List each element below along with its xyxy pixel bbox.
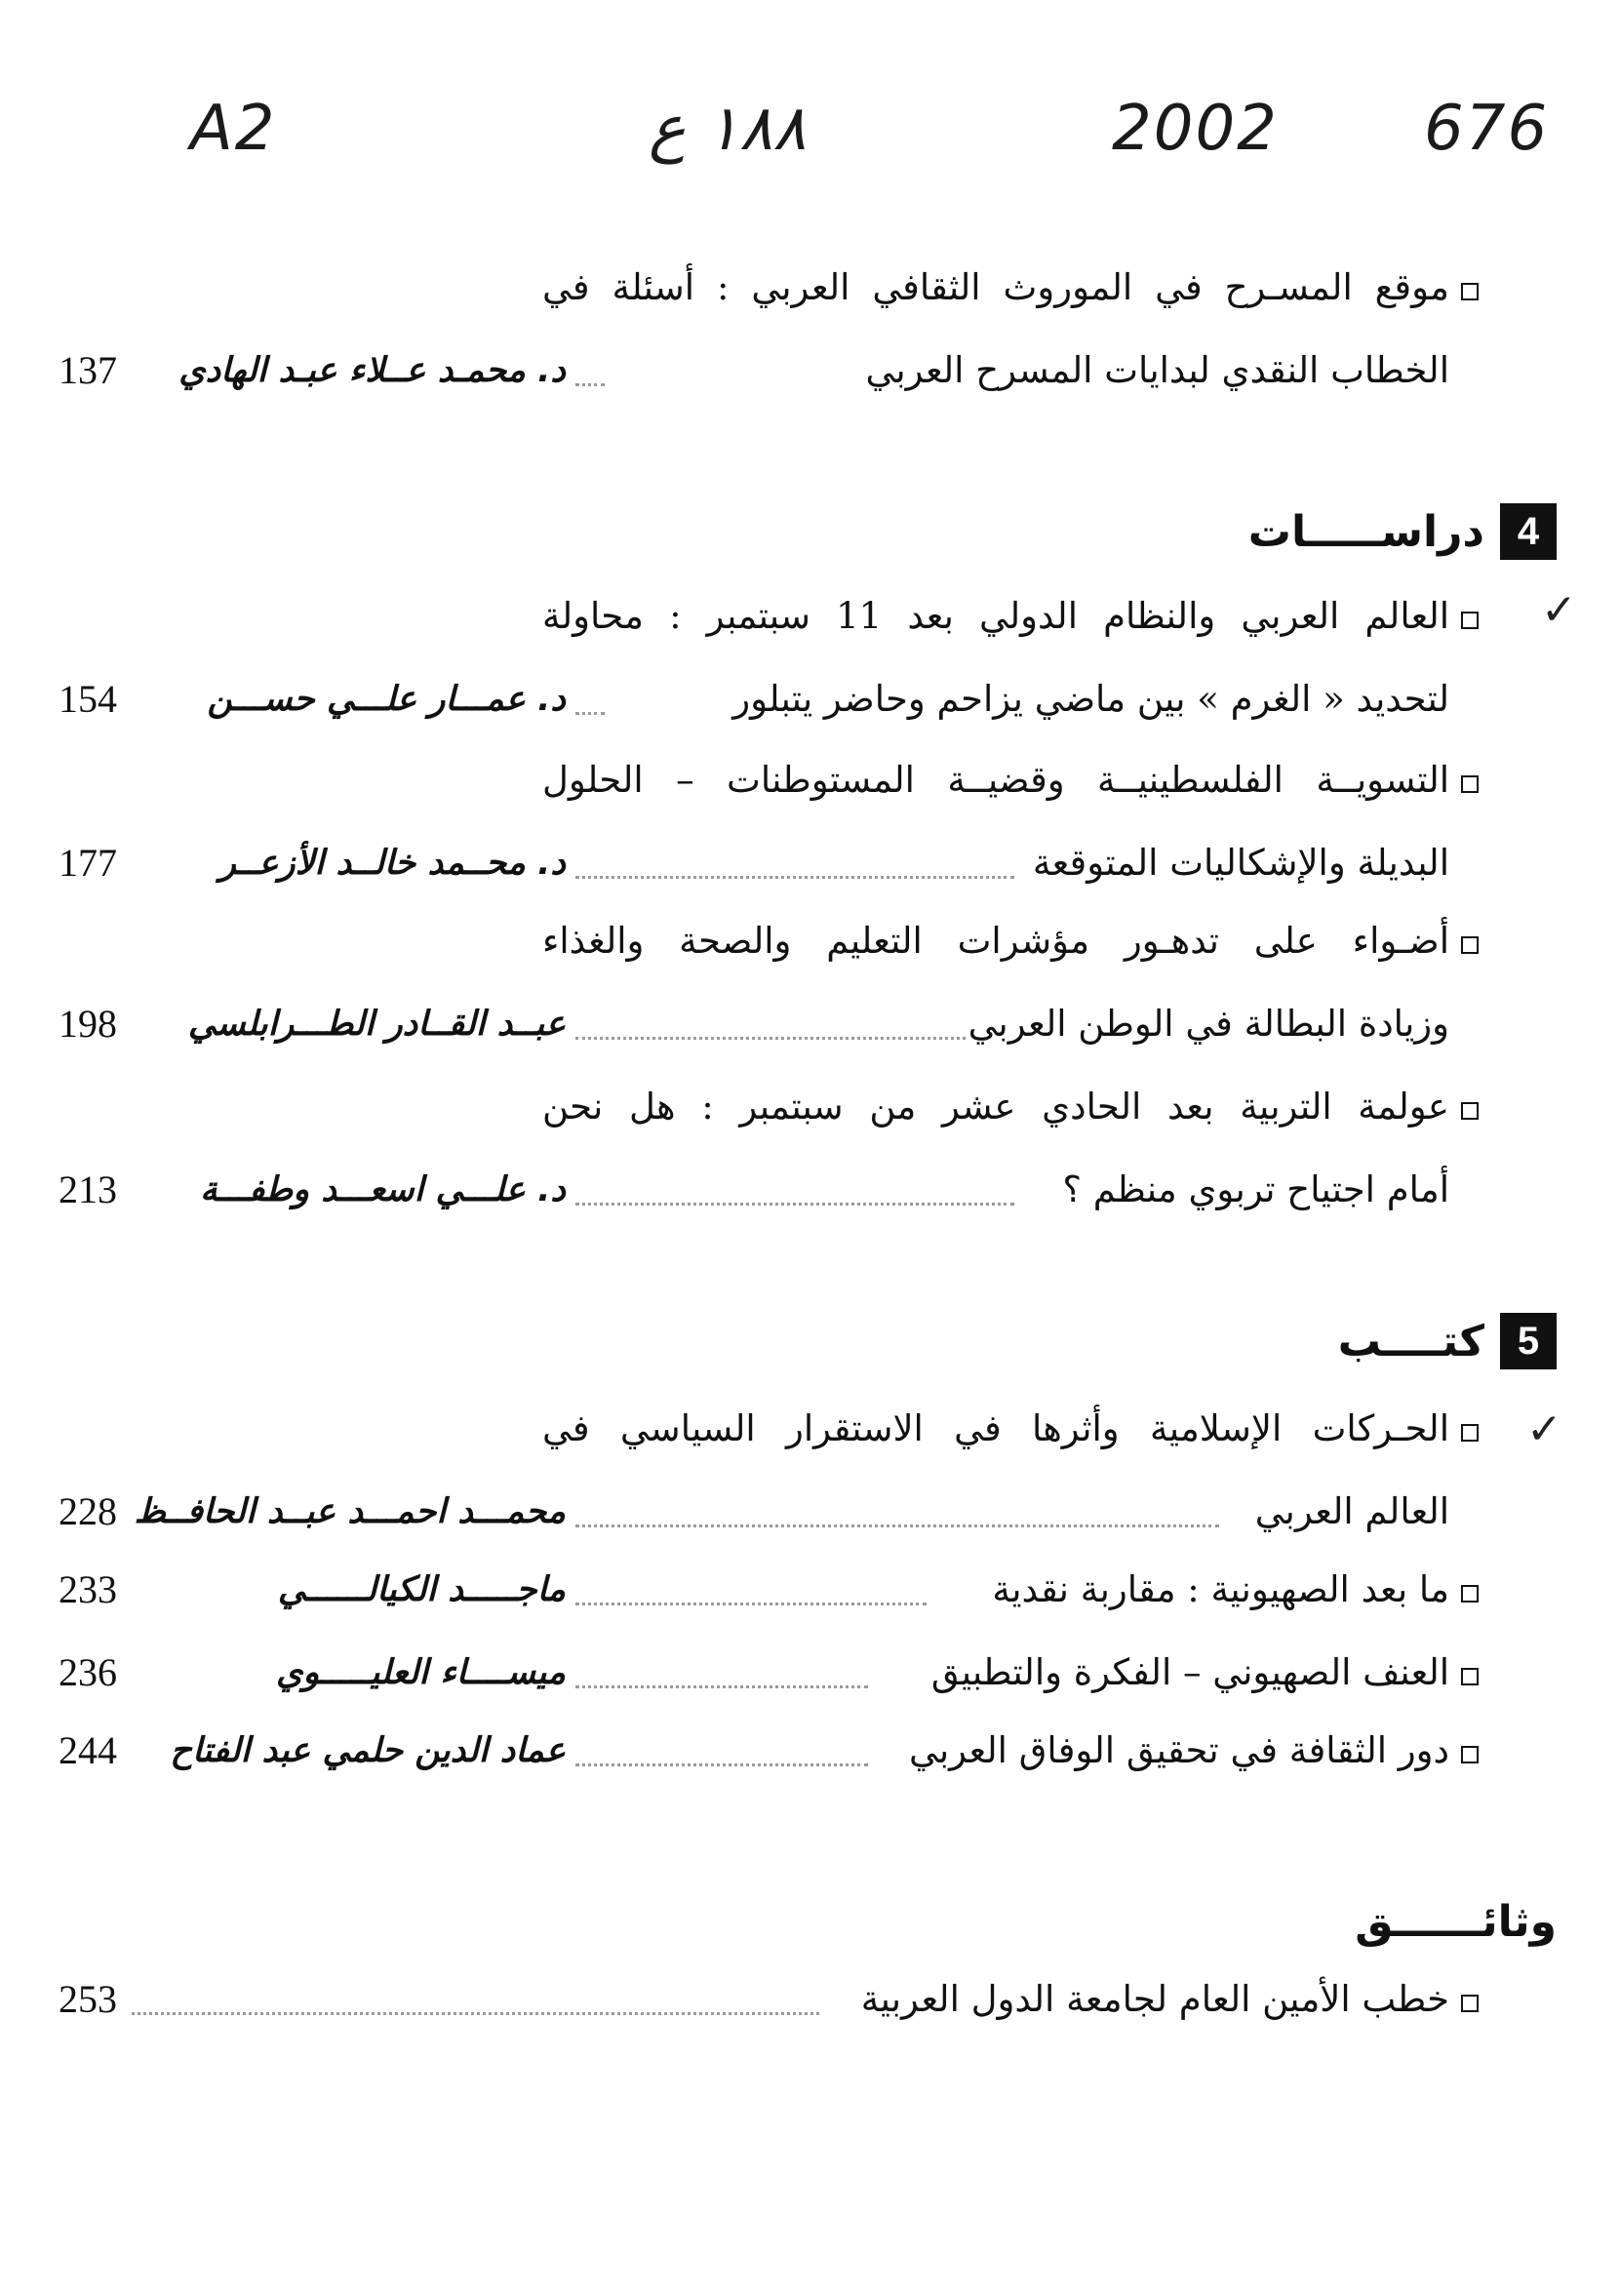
entry-title-line: العنف الصهيوني – الفكرة والتطبيق — [930, 1651, 1449, 1693]
bullet-box-icon — [1461, 936, 1479, 954]
dot-leader — [575, 712, 605, 715]
entry-page-number: 253 — [59, 1977, 117, 2021]
entry-title-line: خطب الأمين العام لجامعة الدول العربية — [860, 1978, 1449, 2020]
entry-title-line: التسويــة الفلسطينيــة وقضيــة المستوطنات – الحلول — [542, 759, 1449, 801]
entry-author: عبــد القــادر الطـــرابلسي — [187, 1005, 566, 1044]
entry-page-number: 236 — [59, 1650, 117, 1694]
entry-author: د. محمـد عــلاء عبـد الهادي — [178, 351, 566, 390]
entry-page-number: 154 — [59, 677, 117, 721]
bullet-box-icon — [1461, 1746, 1479, 1763]
entry-author: محمـــد احمـــد عبــد الحافــظ — [134, 1492, 566, 1531]
dot-leader — [575, 1763, 868, 1766]
bullet-box-icon — [1461, 1424, 1479, 1442]
entry-page-number: 137 — [59, 348, 117, 392]
entry-title-line: البديلة والإشكاليات المتوقعة — [1032, 842, 1449, 884]
dot-leader — [575, 1603, 927, 1605]
entry-page-number: 233 — [59, 1567, 117, 1611]
handwritten-note-b: ١٨٨ ع — [649, 93, 807, 165]
section-number: 5 — [1500, 1313, 1557, 1369]
dot-leader — [575, 383, 605, 386]
dot-leader — [575, 876, 1014, 879]
entry-title-line: موقع المسـرح في الموروث الثقافي العربي : أسئلة في — [542, 266, 1449, 308]
section-title: كتــــب — [1337, 1316, 1484, 1366]
section-title: دراســـــات — [1247, 506, 1484, 557]
entry-author: ميســــاء العليـــــوي — [275, 1653, 566, 1692]
dot-leader — [575, 1203, 1014, 1206]
dot-leader — [575, 1037, 966, 1040]
section-number: 4 — [1500, 503, 1557, 560]
bullet-box-icon — [1461, 1668, 1479, 1685]
handwritten-note-a: A2 — [190, 93, 277, 165]
entry-page-number: 198 — [59, 1002, 117, 1046]
entry-title-line: الحـركات الإسلامية وأثرها في الاستقرار السياسي في — [542, 1407, 1449, 1449]
entry-title-line: وزيادة البطالة في الوطن العربي — [968, 1003, 1449, 1045]
checkmark-icon: ✓ — [1526, 1405, 1562, 1454]
handwritten-note-year: 2002 — [1112, 93, 1279, 165]
entry-title-line: لتحديد « الغرم » بين ماضي يزاحم وحاضر يتبلور — [732, 678, 1449, 720]
bullet-box-icon — [1461, 775, 1479, 793]
entry-page-number: 177 — [59, 841, 117, 885]
dot-leader — [575, 1685, 868, 1688]
entry-author: عماد الدين حلمي عبد الفتاح — [170, 1731, 566, 1770]
bullet-box-icon — [1461, 283, 1479, 300]
checkmark-icon: ✓ — [1541, 585, 1577, 635]
entry-title-line: عولمة التربية بعد الحادي عشر من سبتمبر : هل نحن — [542, 1086, 1449, 1128]
entry-title-line: العالم العربي والنظام الدولي بعد 11 سبتمبر : محاولة — [542, 595, 1449, 637]
entry-page-number: 228 — [59, 1489, 117, 1533]
entry-page-number: 213 — [59, 1168, 117, 1211]
bullet-box-icon — [1461, 1102, 1479, 1120]
bullet-box-icon — [1461, 1995, 1479, 2012]
bullet-box-icon — [1461, 612, 1479, 629]
entry-author: ماجـــــد الكيالــــــي — [277, 1570, 566, 1609]
entry-title-line: أضـواء على تدهـور مؤشرات التعليم والصحة والغذاء — [542, 920, 1449, 962]
section-header-4 — [1248, 502, 1557, 561]
bullet-box-icon — [1461, 1585, 1479, 1603]
section-header-documents — [1355, 1892, 1557, 1951]
section-title: وثائــــــق — [1355, 1896, 1557, 1947]
entry-title-line: دور الثقافة في تحقيق الوفاق العربي — [909, 1729, 1449, 1771]
entry-author: د. محــمد خالــد الأزعــر — [218, 844, 566, 883]
entry-page-number: 244 — [59, 1728, 117, 1772]
dot-leader — [575, 1524, 1219, 1527]
entry-title-line: العالم العربي — [1254, 1490, 1449, 1532]
entry-author: د. علـــي اسعـــد وطفـــة — [200, 1170, 566, 1209]
section-header-5 — [1338, 1312, 1557, 1370]
entry-author: د. عمـــار علـــي حســـن — [207, 680, 566, 719]
dot-leader — [132, 2012, 819, 2015]
entry-title-line: ما بعد الصهيونية : مقاربة نقدية — [992, 1568, 1449, 1610]
entry-title-line: أمام اجتياح تربوي منظم ؟ — [1062, 1168, 1449, 1210]
handwritten-note-number: 676 — [1424, 93, 1550, 165]
entry-title-line: الخطاب النقدي لبدايات المسرح العربي — [865, 349, 1449, 391]
